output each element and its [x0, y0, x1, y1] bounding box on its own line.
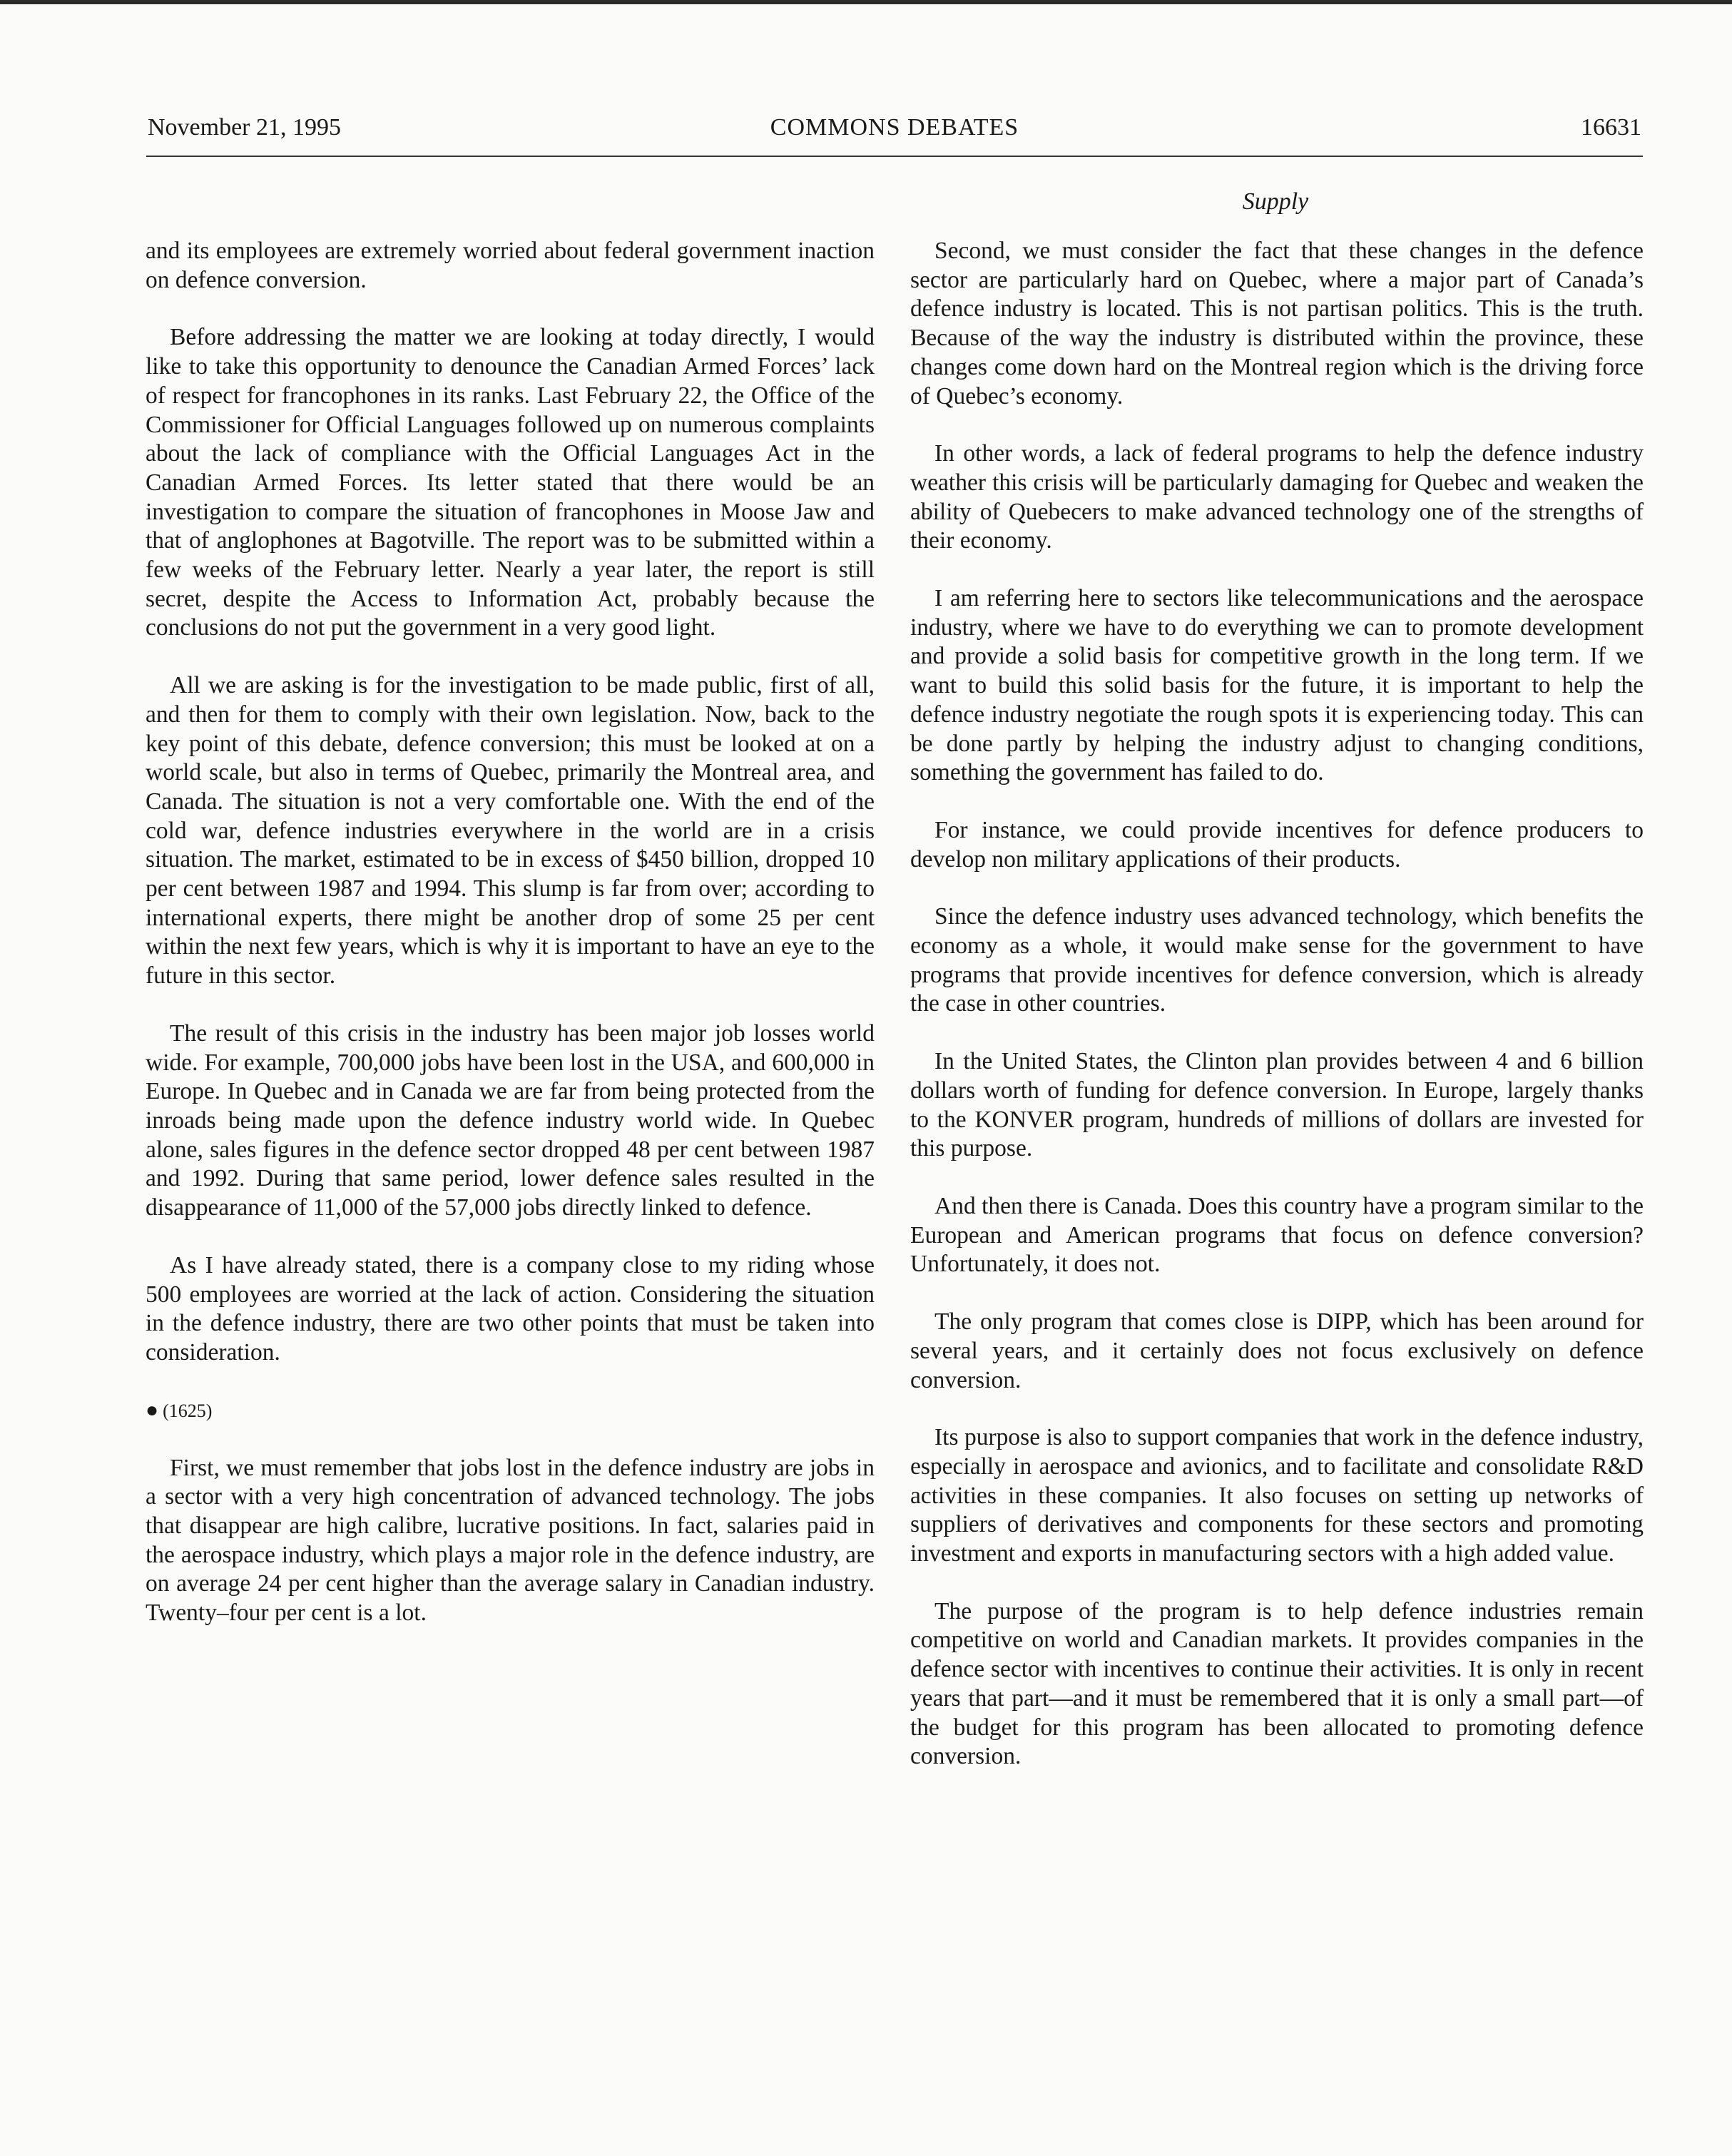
time-marker-text: (1625) [163, 1400, 213, 1421]
paragraph: Its purpose is also to support companies that work in the defence industry, especially in aerospace and avionics, and to facilitate and consolidate R&D activities in these companies. It also focuses on setting up networks of suppliers of derivatives and components for these sectors and promoting investment and exports in manufacturing sectors with a high added value. [910, 1424, 1644, 1567]
time-marker [146, 1396, 875, 1425]
paragraph: For instance, we could provide incentives for defence producers to develop non military applications of their products. [910, 816, 1644, 873]
paragraph: Before addressing the matter we are looking at today directly, I would like to take this opportunity to denounce the Canadian Armed Forces’ lack of respect for francophones in its ranks. Last February 22, the Office of the Commissioner for Official Languages followed up on numerous complaints about the lack of compliance with the Official Languages Act in the Canadian Armed Forces. Its letter stated that there would be an investigation to compare the situation of francophones in Moose Jaw and that of anglophones at Bagotville. The report was to be submitted within a few weeks of the February letter. Nearly a year later, the report is still secret, despite the Access to Information Act, probably because the conclusions do not put the government in a very good light. [146, 324, 875, 641]
scan-edge-rule [0, 0, 1732, 4]
paragraph: First, we must remember that jobs lost in the defence industry are jobs in a sector with a very high concentration of advanced technology. The jobs that disappear are high calibre, lucrative positions. In fact, salaries paid in the aerospace industry, which plays a major role in the defence industry, are on average 24 per cent higher than the average salary in Canadian industry. Twenty–four per cent is a lot. [146, 1454, 875, 1627]
paragraph: and its employees are extremely worried about federal government inaction on defence conversion. [146, 238, 875, 293]
section-label: Supply [1242, 188, 1309, 215]
paragraph: The result of this crisis in the industry has been major job losses world wide. For example, 700,000 jobs have been lost in the USA, and 600,000 in Europe. In Quebec and in Canada we are far from being protected from the inroads being made upon the defence industry world wide. In Quebec alone, sales figures in the defence sector dropped 48 per cent between 1987 and 1992. During that same period, lower defence sales resulted in the disappearance of 11,000 of the 57,000 jobs directly linked to defence. [146, 1019, 875, 1221]
paragraph: Second, we must consider the fact that these changes in the defence sector are particularly hard on Quebec, where a major part of Canada’s defence industry is located. This is not partisan politics. This is the truth. Because of the way the industry is distributed within the province, these changes come down hard on the Montreal region which is the driving force of Quebec’s economy. [910, 238, 1644, 410]
bullet-icon: ● [146, 1398, 159, 1422]
paragraph: As I have already stated, there is a company close to my riding whose 500 employees are worried at the lack of action. Considering the situation in the defence industry, there are two other points that must be taken into consideration. [146, 1251, 875, 1366]
paragraph: The only program that comes close is DIPP, which has been around for several years, and it certainly does not focus exclusively on defence conversion. [910, 1308, 1644, 1393]
header-page-number: 16631 [1581, 114, 1641, 141]
right-column [910, 237, 1644, 1800]
paragraph: The purpose of the program is to help defence industries remain competitive on world and Canadian markets. It provides companies in the defence sector with incentives to continue their activities. It is only in recent years that part—and it must be remembered that it is only a small part—of the budget for this program has been allocated to promoting defence conversion. [910, 1597, 1644, 1770]
page-header [148, 114, 1641, 148]
header-date: November 21, 1995 [148, 114, 342, 141]
header-divider [146, 156, 1643, 157]
paragraph: In other words, a lack of federal programs to help the defence industry weather this crisis will be particularly damaging for Quebec and weaken the ability of Quebecers to make advanced technology one of the strengths of their economy. [910, 440, 1644, 554]
paragraph: All we are asking is for the investigation to be made public, first of all, and then for them to comply with their own legislation. Now, back to the key point of this debate, defence conversion; this must be looked at on a world scale, but also in terms of Quebec, primarily the Montreal area, and Canada. The situation is not a very comfortable one. With the end of the cold war, defence industries everywhere in the world are in a crisis situation. The market, estimated to be in excess of $450 billion, dropped 10 per cent between 1987 and 1994. This slump is far from over; according to international experts, there might be another drop of some 25 per cent within the next few years, which is why it is important to have an eye to the future in this sector. [146, 672, 875, 990]
paragraph: Since the defence industry uses advanced technology, which benefits the economy as a whole, it would make sense for the government to have programs that provide incentives for defence conversion, which is already the case in other countries. [910, 903, 1644, 1017]
paragraph: I am referring here to sectors like telecommunications and the aerospace industry, where we have to do everything we can to promote development and provide a solid basis for competitive growth in the long term. If we want to build this solid basis for the future, it is important to help the defence industry negotiate the rough spots it is experiencing today. This can be done partly by helping the industry adjust to changing conditions, something the government has failed to do. [910, 585, 1644, 786]
header-title: COMMONS DEBATES [770, 114, 1019, 141]
left-column [146, 237, 875, 1657]
paragraph: And then there is Canada. Does this country have a program similar to the European and American programs that focus on defence conversion? Unfortunately, it does not. [910, 1192, 1644, 1278]
paragraph: In the United States, the Clinton plan provides between 4 and 6 billion dollars worth of funding for defence conversion. In Europe, largely thanks to the KONVER program, hundreds of millions of dollars are invested for this purpose. [910, 1048, 1644, 1162]
